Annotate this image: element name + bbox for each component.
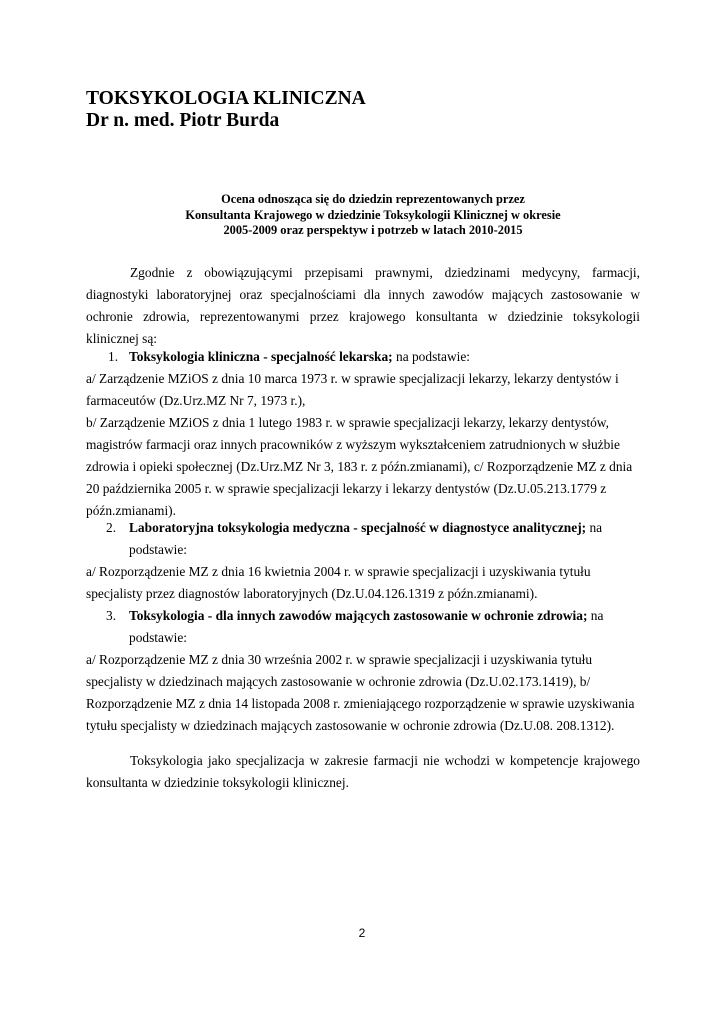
list-item-number: 2. <box>106 520 117 535</box>
list-item-continuation: podstawie: <box>129 630 188 645</box>
closing-paragraph: Toksykologia jako specjalizacja w zakresie farmacji nie wchodzi w kompetencje krajowego konsultanta w dziedzinie toksykologii klinicznej. <box>86 753 640 790</box>
intro-paragraph: Zgodnie z obowiązującymi przepisami prawnymi, dziedzinami medycyny, farmacji, diagnostyki laboratoryjnej oraz specjalnościami dla innych zawodów mających zastosowanie w ochronie zdrowia, reprezentowanymi przez krajowego konsultanta w dziedzinie toksykologii klinicznej są: <box>86 265 640 346</box>
list-item-heading <box>129 346 470 368</box>
detail-line: późn.zmianami). <box>86 503 176 518</box>
detail-line: Rozporządzenie MZ z dnia 14 listopada 2008 r. zmieniającego rozporządzenie w sprawie uzyskiwania <box>86 696 635 711</box>
list-item-details <box>86 561 646 605</box>
detail-line: a/ Zarządzenie MZiOS z dnia 10 marca 1973 r. w sprawie specjalizacji lekarzy, lekarzy dentystów i <box>86 371 619 386</box>
detail-line: zdrowia i opieki społecznej (Dz.Urz.MZ Nr 3, 183 r. z późn.zmianami), c/ Rozporządzenie MZ z dnia <box>86 459 633 474</box>
list-item-details <box>86 368 646 522</box>
title-line: TOKSYKOLOGIA KLINICZNA <box>86 88 366 109</box>
subtitle-line: Ocena odnosząca się do dziedzin reprezentowanych przez <box>221 192 525 206</box>
detail-line: magistrów farmacji oraz innych pracowników z wyższym wykształceniem zatrudnionych w służbie <box>86 437 620 452</box>
list-item-title: Laboratoryjna toksykologia medyczna - specjalność w diagnostyce analitycznej; <box>129 520 587 535</box>
list-item-continuation: podstawie: <box>129 542 188 557</box>
detail-line: b/ Zarządzenie MZiOS z dnia 1 lutego 1983 r. w sprawie specjalizacji lekarzy, lekarzy dentystów, <box>86 415 609 430</box>
detail-line: a/ Rozporządzenie MZ z dnia 16 kwietnia 2004 r. w sprawie specjalizacji i uzyskiwania tytułu <box>86 564 591 579</box>
list-item-title: Toksykologia kliniczna - specjalność lekarska; <box>129 349 393 364</box>
page-number: 2 <box>358 926 366 940</box>
list-item-details <box>86 649 646 737</box>
subtitle-line: Konsultanta Krajowego w dziedzinie Toksykologii Klinicznej w okresie <box>185 207 561 222</box>
detail-line: 20 października 2005 r. w sprawie specjalizacji lekarzy i lekarzy dentystów (Dz.U.05.213.1779 z <box>86 481 607 496</box>
list-item-basis: na podstawie: <box>396 349 471 364</box>
list-item-title: Toksykologia - dla innych zawodów mających zastosowanie w ochronie zdrowia; <box>129 608 588 623</box>
list-item-heading <box>129 605 603 627</box>
detail-line: specjalisty przez diagnostów laboratoryjnych (Dz.U.04.126.1319 z późn.zmianami). <box>86 586 538 601</box>
document-title <box>86 88 366 132</box>
list-item-number: 3. <box>106 608 117 623</box>
document-subtitle <box>150 192 596 239</box>
list-item-heading <box>129 517 602 539</box>
subtitle-line: 2005-2009 oraz perspektyw i potrzeb w latach 2010-2015 <box>223 223 523 237</box>
detail-line: tytułu specjalisty w dziedzinach mających zastosowanie w ochronie zdrowia (Dz.U.08. 208.1312). <box>86 718 615 733</box>
list-item-number: 1. <box>108 349 119 364</box>
detail-line: farmaceutów (Dz.Urz.MZ Nr 7, 1973 r.), <box>86 393 306 408</box>
detail-line: specjalisty w dziedzinach mających zastosowanie w ochronie zdrowia (Dz.U.02.173.1419), b/ <box>86 674 591 689</box>
detail-line: a/ Rozporządzenie MZ z dnia 30 września 2002 r. w sprawie specjalizacji i uzyskiwania tytułu <box>86 652 593 667</box>
author-line: Dr n. med. Piotr Burda <box>86 110 280 131</box>
list-item-basis: na <box>589 520 603 535</box>
list-item-basis: na <box>590 608 604 623</box>
